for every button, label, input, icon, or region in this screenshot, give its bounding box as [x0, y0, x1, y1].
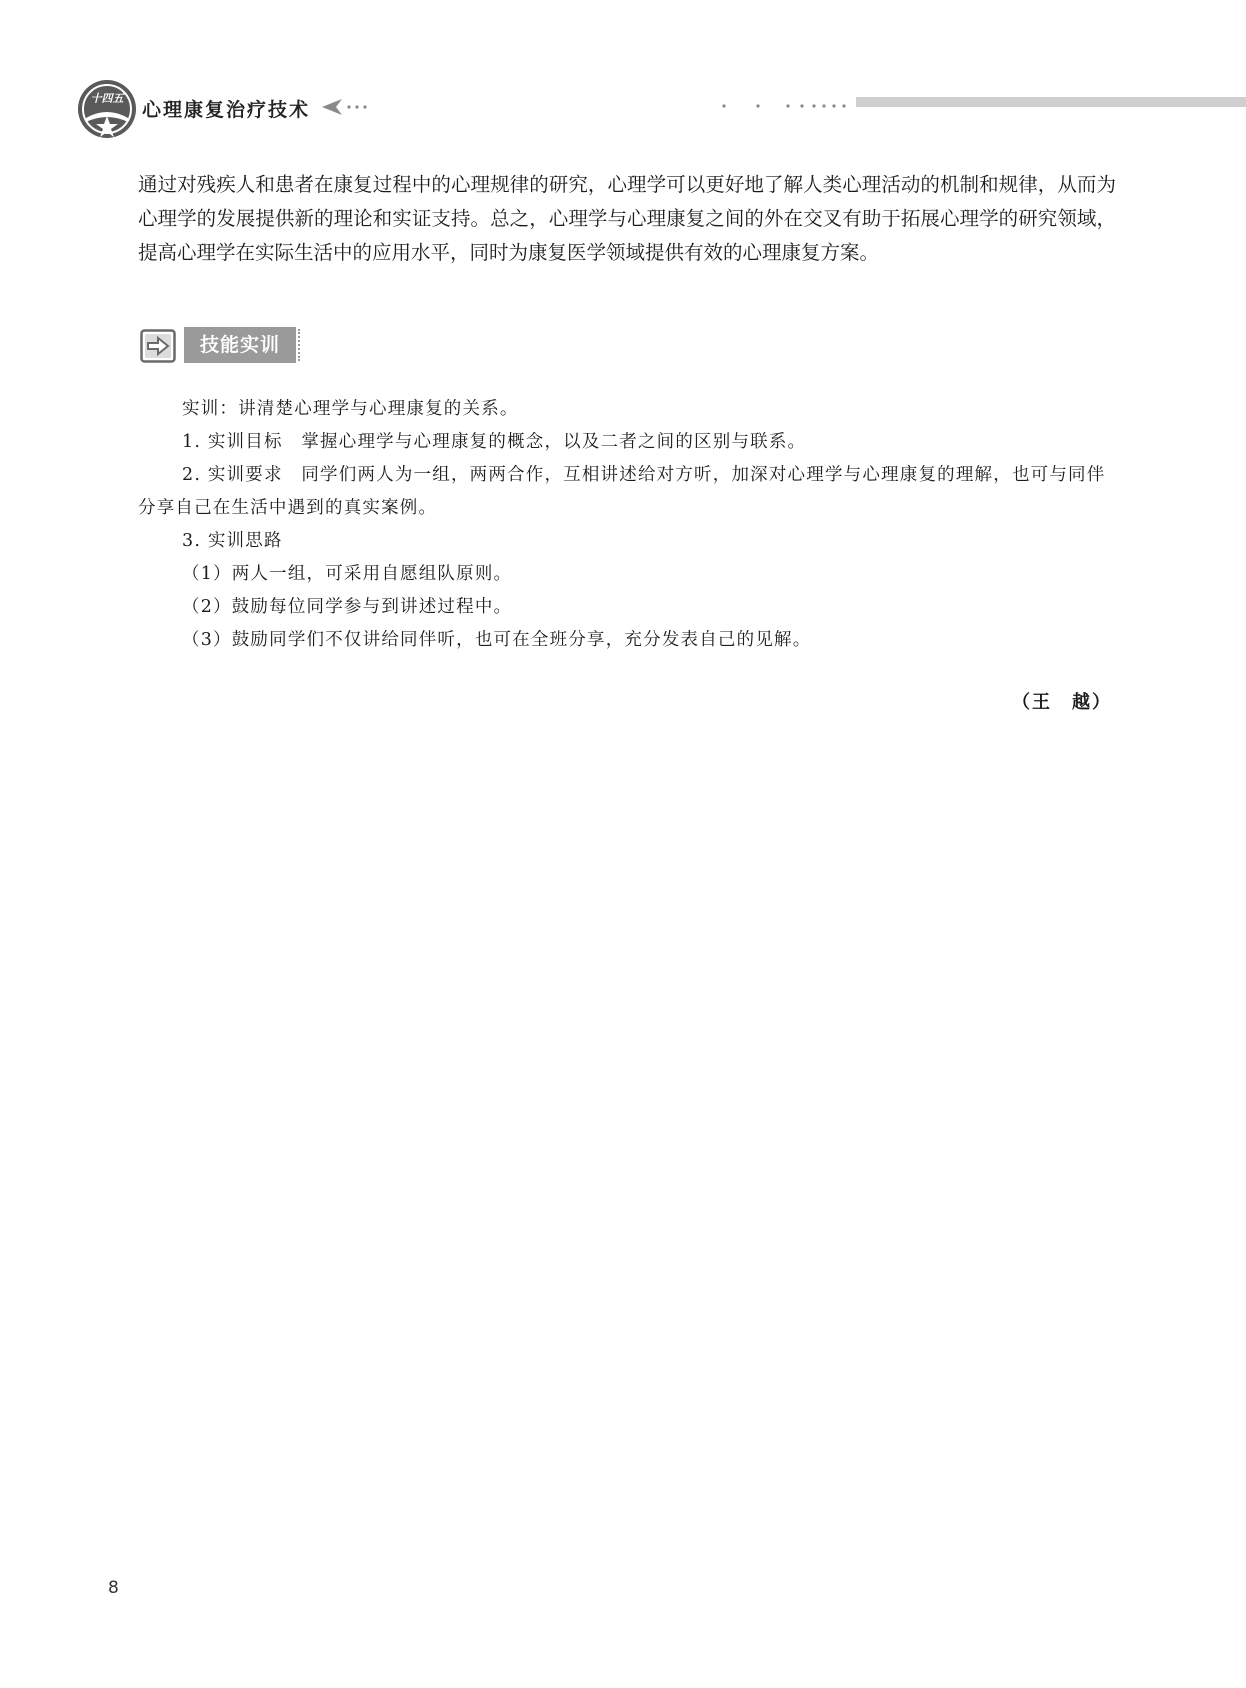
page-header: [0, 0, 1246, 150]
page-number: 8: [108, 1578, 119, 1598]
section-title: 技能实训: [184, 327, 296, 363]
logo-text: 十四五: [90, 92, 124, 105]
training-step: （2）鼓励每位同学参与到讲述过程中。: [182, 597, 513, 617]
training-requirement: 2. 实训要求 同学们两人为一组，两两合作，互相讲述给对方听，加深对心理学与心理康复的理解，也可与同伴分享自己在生活中遇到的真实案例。: [138, 465, 1106, 518]
training-step: （3）鼓励同学们不仅讲给同伴听，也可在全班分享，充分发表自己的见解。: [182, 630, 812, 650]
chevron-left-dots-icon: [320, 95, 368, 119]
training-approach-title: 3. 实训思路: [182, 531, 283, 551]
section-divider: [298, 329, 300, 361]
header-bar: [856, 97, 1246, 107]
training-step: （1）两人一组，可采用自愿组队原则。: [182, 564, 513, 584]
training-topic: 实训：讲清楚心理学与心理康复的关系。: [182, 399, 519, 419]
decorative-dots-icon: [720, 102, 850, 110]
author-credit: （王 越）: [1012, 692, 1112, 713]
intro-paragraph: 通过对残疾人和患者在康复过程中的心理规律的研究，心理学可以更好地了解人类心理活动的机制和规律，从而为心理学的发展提供新的理论和实证支持。总之，心理学与心理康复之间的外在交叉有助于拓展心理学的研究领域，提高心理学在实际生活中的应用水平，同时为康复医学领域提供有效的心理康复方案。: [138, 173, 1116, 264]
training-content: [138, 393, 1116, 657]
training-goal: 1. 实训目标 掌握心理学与心理康复的概念，以及二者之间的区别与联系。: [182, 432, 807, 452]
series-logo-icon: [76, 78, 138, 140]
book-title: 心理康复治疗技术: [142, 99, 311, 121]
section-heading: [140, 327, 310, 367]
arrow-right-box-icon: [140, 329, 176, 363]
